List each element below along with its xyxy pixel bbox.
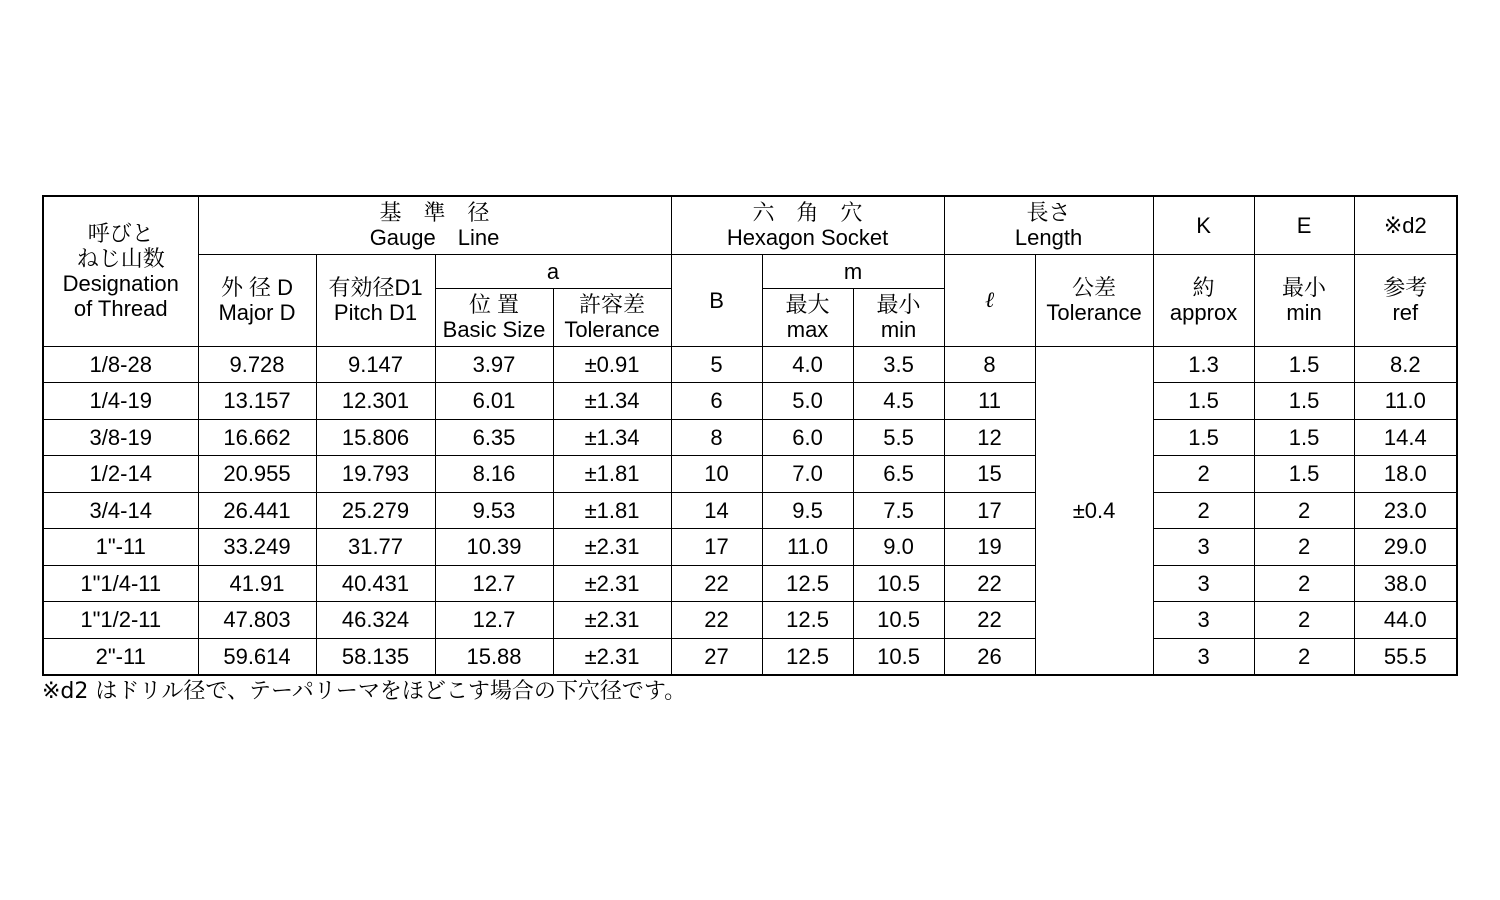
d2-cell: 38.0 [1354,565,1457,602]
e-cell: 2 [1254,529,1354,566]
basic-size-header-en: Basic Size [442,317,546,342]
ell-cell: 26 [944,638,1035,675]
m-min-cell: 10.5 [853,602,944,639]
k-approx-header-jp: 約 [1192,275,1215,300]
e-min-header [1254,254,1354,346]
k-cell: 1.5 [1153,419,1254,456]
b-cell: 5 [671,346,762,383]
b-cell: 22 [671,565,762,602]
ell-cell: 17 [944,492,1035,529]
pitch-d1-cell: 15.806 [316,419,435,456]
b-cell: 14 [671,492,762,529]
major-d-cell: 41.91 [198,565,316,602]
m-max-cell: 12.5 [762,565,853,602]
basic-size-cell: 12.7 [435,565,553,602]
ell-cell: 15 [944,456,1035,493]
designation-cell: 3/8-19 [43,419,198,456]
d2-cell: 8.2 [1354,346,1457,383]
m-max-cell: 6.0 [762,419,853,456]
a-tolerance-cell: ±0.91 [553,346,671,383]
ell-cell: 8 [944,346,1035,383]
ell-cell: 11 [944,383,1035,420]
m-max-cell: 9.5 [762,492,853,529]
table-row [43,638,1457,675]
designation-cell: 1"-11 [43,529,198,566]
m-min-cell: 3.5 [853,346,944,383]
table-row [43,492,1457,529]
a-header: a [435,254,671,288]
m-min-cell: 10.5 [853,565,944,602]
table-row [43,383,1457,420]
m-min-cell: 5.5 [853,419,944,456]
ell-cell: 19 [944,529,1035,566]
e-cell: 1.5 [1254,419,1354,456]
e-cell: 2 [1254,638,1354,675]
k-cell: 3 [1153,565,1254,602]
basic-size-header-jp: 位 置 [468,292,520,317]
designation-header [43,196,198,346]
designation-cell: 1"1/4-11 [43,565,198,602]
m-min-cell: 6.5 [853,456,944,493]
d2-cell: 14.4 [1354,419,1457,456]
b-cell: 6 [671,383,762,420]
basic-size-cell: 15.88 [435,638,553,675]
hex-socket-header [671,196,944,254]
m-min-header-en: min [880,317,917,342]
length-header-en: Length [1014,225,1083,251]
designation-cell: 1/2-14 [43,456,198,493]
length-tolerance-header-jp: 公差 [1072,275,1117,300]
d2-header: ※d2 [1354,196,1457,254]
b-cell: 22 [671,602,762,639]
b-cell: 27 [671,638,762,675]
major-d-cell: 26.441 [198,492,316,529]
designation-cell: 1/4-19 [43,383,198,420]
m-min-cell: 7.5 [853,492,944,529]
b-cell: 17 [671,529,762,566]
m-max-cell: 4.0 [762,346,853,383]
basic-size-cell: 12.7 [435,602,553,639]
pitch-d1-cell: 25.279 [316,492,435,529]
m-max-header-jp: 最大 [785,292,830,317]
a-tolerance-cell: ±1.81 [553,456,671,493]
a-tolerance-cell: ±2.31 [553,602,671,639]
designation-header-jp: 呼びと ねじ山数 [76,221,165,272]
designation-cell: 1"1/2-11 [43,602,198,639]
m-header: m [762,254,944,288]
basic-size-cell: 8.16 [435,456,553,493]
basic-size-cell: 10.39 [435,529,553,566]
ell-header: ℓ [944,254,1035,346]
pitch-d1-cell: 12.301 [316,383,435,420]
pitch-d1-cell: 9.147 [316,346,435,383]
a-tolerance-cell: ±1.81 [553,492,671,529]
table-row [43,419,1457,456]
m-min-header-jp: 最小 [876,292,921,317]
e-cell: 2 [1254,602,1354,639]
d2-cell: 29.0 [1354,529,1457,566]
length-header [944,196,1153,254]
m-max-cell: 12.5 [762,638,853,675]
pitch-d1-cell: 40.431 [316,565,435,602]
designation-cell: 2"-11 [43,638,198,675]
m-max-cell: 5.0 [762,383,853,420]
k-cell: 3 [1153,602,1254,639]
major-d-header-jp: 外 径 D [220,275,294,300]
basic-size-cell: 6.35 [435,419,553,456]
k-cell: 3 [1153,638,1254,675]
pitch-d1-cell: 31.77 [316,529,435,566]
d2-cell: 11.0 [1354,383,1457,420]
designation-header-en: Designation of Thread [62,271,179,322]
d2-ref-header-en: ref [1392,300,1419,325]
a-tolerance-cell: ±2.31 [553,565,671,602]
gauge-line-header-en: Gauge Line [369,225,500,251]
pitch-d1-header-en: Pitch D1 [333,300,418,325]
e-min-header-en: min [1286,300,1322,325]
m-min-cell: 10.5 [853,638,944,675]
m-max-cell: 12.5 [762,602,853,639]
d2-cell: 23.0 [1354,492,1457,529]
a-tolerance-cell: ±1.34 [553,419,671,456]
designation-cell: 3/4-14 [43,492,198,529]
length-tolerance-header-en: Tolerance [1046,300,1142,325]
footnote: ※d2 はドリル径で、テーパリーマをほどこす場合の下穴径です。 [42,679,687,704]
e-cell: 1.5 [1254,383,1354,420]
a-tolerance-cell: ±1.34 [553,383,671,420]
hex-socket-header-jp: 六 角 穴 [752,200,863,226]
m-min-cell: 9.0 [853,529,944,566]
m-max-header [762,288,853,346]
k-approx-header-en: approx [1169,300,1238,325]
table-row [43,602,1457,639]
a-tolerance-cell: ±2.31 [553,529,671,566]
table-row [43,529,1457,566]
ell-cell: 22 [944,565,1035,602]
spec-table [42,195,1458,676]
major-d-cell: 20.955 [198,456,316,493]
e-cell: 2 [1254,565,1354,602]
major-d-cell: 33.249 [198,529,316,566]
length-header-jp: 長さ [1026,200,1071,226]
gauge-line-header-jp: 基 準 径 [379,200,490,226]
table-row [43,456,1457,493]
b-header: B [671,254,762,346]
a-tolerance-header [553,288,671,346]
pitch-d1-cell: 58.135 [316,638,435,675]
k-cell: 2 [1153,492,1254,529]
d2-cell: 55.5 [1354,638,1457,675]
k-header: K [1153,196,1254,254]
table-row [43,346,1457,383]
basic-size-cell: 6.01 [435,383,553,420]
m-min-cell: 4.5 [853,383,944,420]
ell-cell: 12 [944,419,1035,456]
ell-cell: 22 [944,602,1035,639]
major-d-cell: 13.157 [198,383,316,420]
e-cell: 2 [1254,492,1354,529]
k-cell: 3 [1153,529,1254,566]
b-cell: 10 [671,456,762,493]
basic-size-cell: 3.97 [435,346,553,383]
length-tolerance-header [1035,254,1153,346]
basic-size-header [435,288,553,346]
major-d-header-en: Major D [218,300,296,325]
k-cell: 1.5 [1153,383,1254,420]
d2-cell: 18.0 [1354,456,1457,493]
b-cell: 8 [671,419,762,456]
gauge-line-header [198,196,671,254]
major-d-cell: 9.728 [198,346,316,383]
k-cell: 1.3 [1153,346,1254,383]
pitch-d1-cell: 46.324 [316,602,435,639]
designation-cell: 1/8-28 [43,346,198,383]
e-cell: 1.5 [1254,346,1354,383]
a-tolerance-header-en: Tolerance [564,317,660,342]
length-tolerance-cell: ±0.4 [1035,346,1153,675]
m-max-header-en: max [786,317,829,342]
major-d-cell: 59.614 [198,638,316,675]
k-cell: 2 [1153,456,1254,493]
d2-ref-header [1354,254,1457,346]
e-min-header-jp: 最小 [1282,275,1327,300]
m-min-header [853,288,944,346]
major-d-cell: 16.662 [198,419,316,456]
major-d-cell: 47.803 [198,602,316,639]
pitch-d1-header [316,254,435,346]
pitch-d1-header-jp: 有効径D1 [328,275,423,300]
hex-socket-header-en: Hexagon Socket [726,225,889,251]
pitch-d1-cell: 19.793 [316,456,435,493]
a-tolerance-cell: ±2.31 [553,638,671,675]
m-max-cell: 11.0 [762,529,853,566]
table-row [43,565,1457,602]
major-d-header [198,254,316,346]
e-header: E [1254,196,1354,254]
e-cell: 1.5 [1254,456,1354,493]
k-approx-header [1153,254,1254,346]
basic-size-cell: 9.53 [435,492,553,529]
d2-ref-header-jp: 参考 [1383,275,1428,300]
a-tolerance-header-jp: 許容差 [579,292,646,317]
d2-cell: 44.0 [1354,602,1457,639]
m-max-cell: 7.0 [762,456,853,493]
